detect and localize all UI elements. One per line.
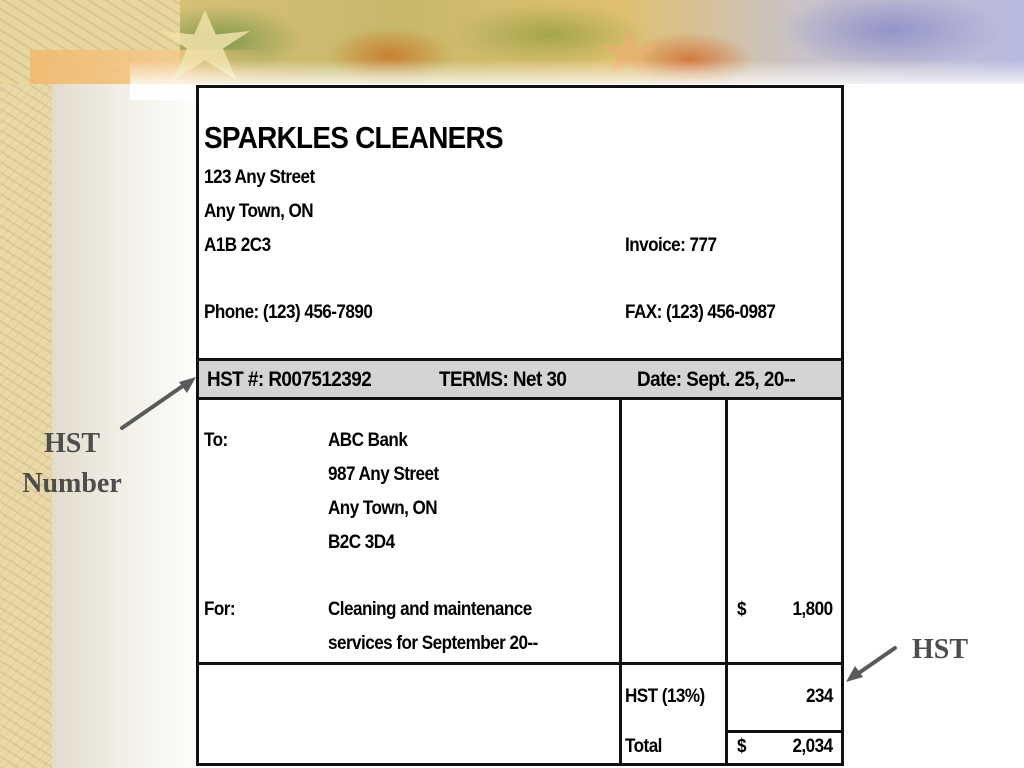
invoice-number: Invoice: 777 (625, 235, 717, 256)
service-description: services for September 20-- (328, 633, 538, 654)
company-phone: Phone: (123) 456-7890 (204, 302, 373, 323)
hst-callout: HST (911, 634, 969, 665)
callout-text: Number (22, 468, 122, 499)
company-address-line: 123 Any Street (204, 167, 315, 188)
company-address-line: Any Town, ON (204, 201, 314, 222)
for-label: For: (204, 599, 236, 620)
hst-number: HST #: R007512392 (207, 368, 372, 391)
currency-symbol: $ (737, 736, 746, 757)
hst-label: HST (13%) (625, 686, 705, 707)
total-label: Total (625, 736, 662, 757)
callout-text: HST (43, 428, 101, 459)
hst-amount: 234 (806, 686, 833, 707)
arrow-line (122, 381, 190, 428)
customer-postal-code: B2C 3D4 (328, 532, 395, 553)
customer-name: ABC Bank (328, 430, 408, 451)
company-name: SPARKLES CLEANERS (204, 120, 503, 155)
arrow-head (179, 377, 196, 393)
total-amount: 2,034 (792, 736, 833, 757)
invoice-date: Date: Sept. 25, 20-- (637, 368, 796, 391)
company-postal-code: A1B 2C3 (204, 235, 271, 256)
payment-terms: TERMS: Net 30 (439, 368, 567, 391)
arrow-head (846, 666, 863, 682)
to-label: To: (204, 430, 228, 451)
service-amount: 1,800 (792, 599, 833, 620)
service-description: Cleaning and maintenance (328, 599, 532, 620)
company-fax: FAX: (123) 456-0987 (625, 302, 776, 323)
customer-address-line: Any Town, ON (328, 498, 438, 519)
currency-symbol: $ (737, 599, 746, 620)
customer-address-line: 987 Any Street (328, 464, 439, 485)
